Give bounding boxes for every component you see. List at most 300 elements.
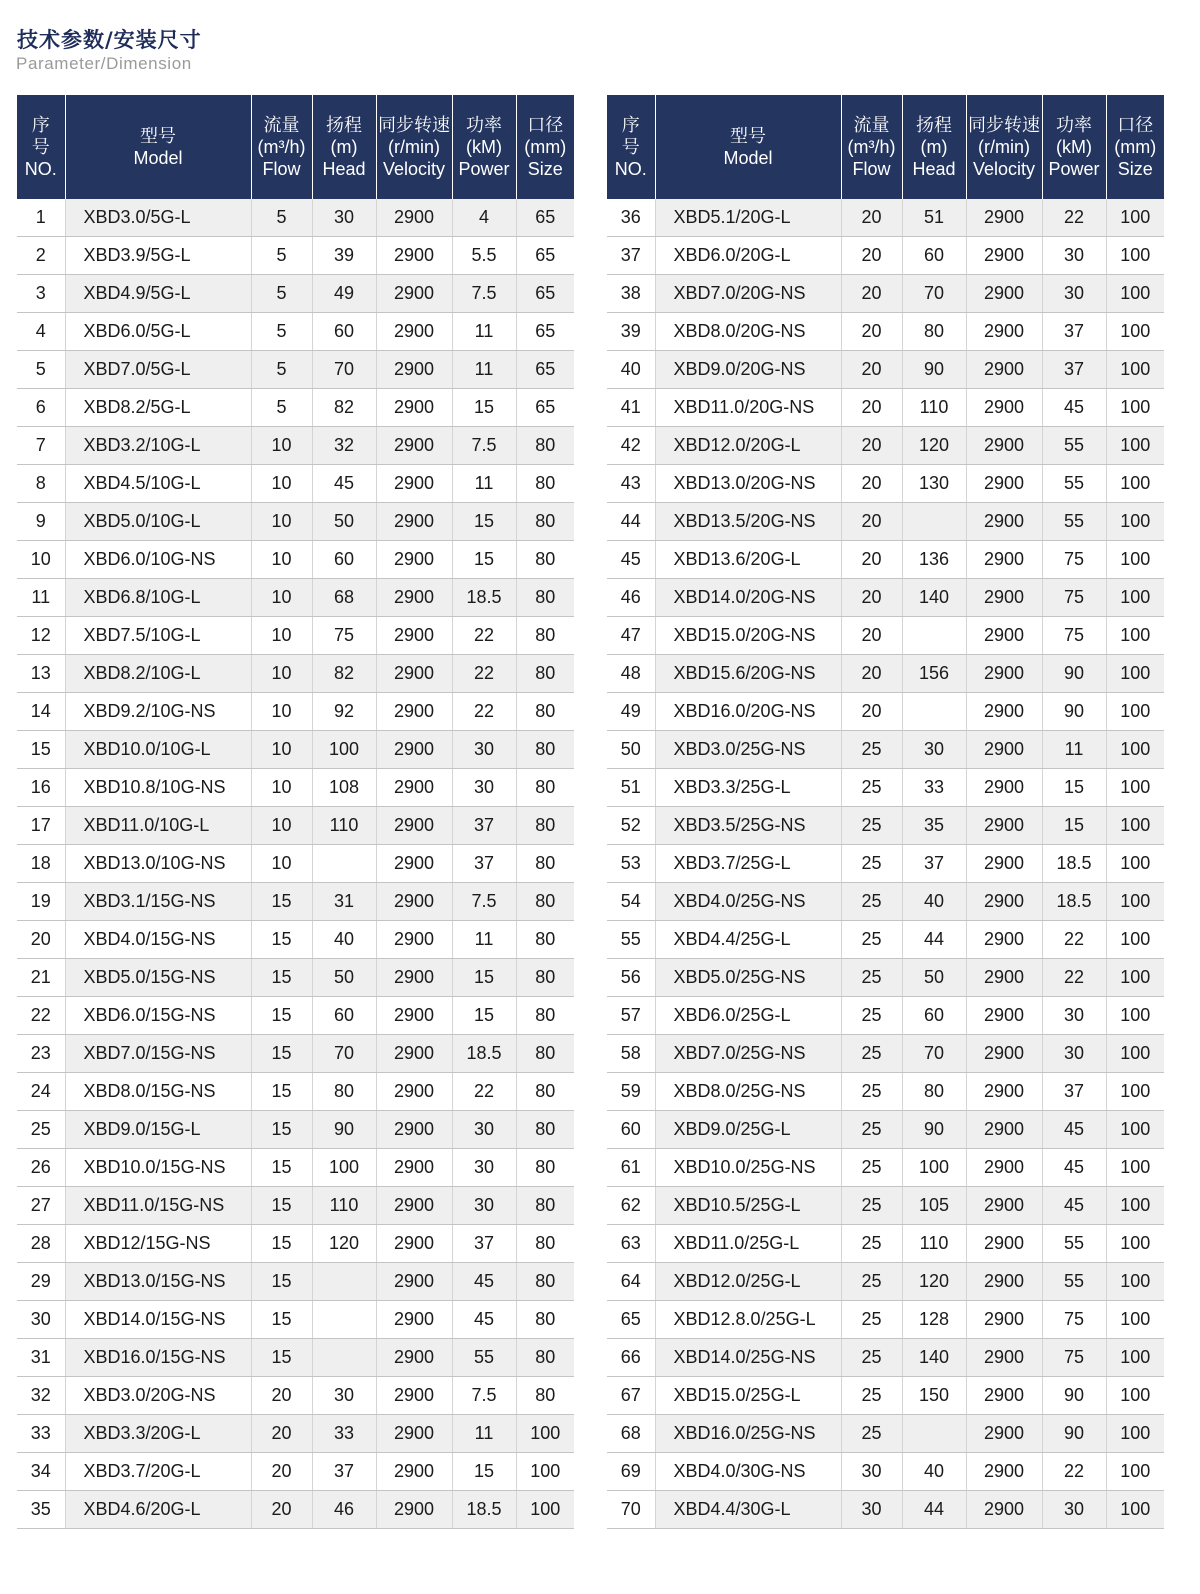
cell-no: 10	[17, 541, 65, 579]
cell-head: 30	[312, 199, 376, 237]
cell-head: 90	[902, 1111, 966, 1149]
cell-size: 80	[516, 921, 574, 959]
cell-head: 80	[902, 1073, 966, 1111]
cell-flow: 25	[841, 731, 902, 769]
cell-no: 34	[17, 1453, 65, 1491]
cell-head: 37	[312, 1453, 376, 1491]
table-row	[607, 1187, 1164, 1225]
cell-size: 80	[516, 1187, 574, 1225]
cell-head: 33	[902, 769, 966, 807]
cell-velocity: 2900	[966, 959, 1042, 997]
header-flow: 流量 (m³/h) Flow	[251, 95, 312, 199]
table-row	[17, 199, 574, 237]
cell-head: 46	[312, 1491, 376, 1529]
header-size: 口径 (mm) Size	[516, 95, 574, 199]
cell-flow: 25	[841, 1263, 902, 1301]
cell-model: XBD9.0/15G-L	[65, 1111, 251, 1149]
cell-head: 31	[312, 883, 376, 921]
cell-head: 33	[312, 1415, 376, 1453]
cell-no: 27	[17, 1187, 65, 1225]
table-row	[607, 921, 1164, 959]
cell-head: 40	[312, 921, 376, 959]
cell-no: 58	[607, 1035, 655, 1073]
cell-head: 70	[902, 1035, 966, 1073]
cell-power: 30	[1042, 275, 1106, 313]
cell-model: XBD3.5/25G-NS	[655, 807, 841, 845]
table-row	[607, 237, 1164, 275]
cell-head: 140	[902, 1339, 966, 1377]
cell-velocity: 2900	[966, 1491, 1042, 1529]
cell-head: 32	[312, 427, 376, 465]
cell-velocity: 2900	[376, 921, 452, 959]
cell-flow: 15	[251, 1339, 312, 1377]
cell-no: 42	[607, 427, 655, 465]
cell-model: XBD10.0/15G-NS	[65, 1149, 251, 1187]
cell-head	[312, 1301, 376, 1339]
table-row	[607, 199, 1164, 237]
cell-velocity: 2900	[376, 465, 452, 503]
cell-flow: 10	[251, 769, 312, 807]
cell-no: 57	[607, 997, 655, 1035]
cell-no: 13	[17, 655, 65, 693]
table-row	[607, 1453, 1164, 1491]
cell-flow: 10	[251, 655, 312, 693]
cell-power: 15	[1042, 769, 1106, 807]
cell-size: 100	[1106, 731, 1164, 769]
cell-power: 37	[452, 1225, 516, 1263]
header-model: 型号 Model	[655, 95, 841, 199]
cell-no: 29	[17, 1263, 65, 1301]
cell-model: XBD15.0/20G-NS	[655, 617, 841, 655]
cell-head: 50	[312, 503, 376, 541]
cell-size: 100	[1106, 1073, 1164, 1111]
cell-no: 45	[607, 541, 655, 579]
cell-power: 11	[452, 921, 516, 959]
cell-velocity: 2900	[376, 693, 452, 731]
cell-flow: 25	[841, 1415, 902, 1453]
table-row	[17, 275, 574, 313]
cell-flow: 10	[251, 845, 312, 883]
table-row	[17, 1263, 574, 1301]
cell-head: 70	[902, 275, 966, 313]
cell-power: 22	[452, 1073, 516, 1111]
cell-power: 90	[1042, 693, 1106, 731]
cell-velocity: 2900	[966, 275, 1042, 313]
cell-no: 7	[17, 427, 65, 465]
cell-head	[902, 1415, 966, 1453]
cell-size: 100	[1106, 1453, 1164, 1491]
cell-model: XBD13.0/10G-NS	[65, 845, 251, 883]
table-row	[607, 1263, 1164, 1301]
cell-no: 21	[17, 959, 65, 997]
table-row	[607, 1035, 1164, 1073]
cell-power: 37	[452, 807, 516, 845]
cell-power: 75	[1042, 1301, 1106, 1339]
cell-velocity: 2900	[376, 807, 452, 845]
cell-size: 100	[1106, 1111, 1164, 1149]
cell-velocity: 2900	[966, 921, 1042, 959]
table-row	[607, 1225, 1164, 1263]
cell-head: 40	[902, 1453, 966, 1491]
cell-velocity: 2900	[966, 1111, 1042, 1149]
cell-flow: 25	[841, 1377, 902, 1415]
cell-head: 40	[902, 883, 966, 921]
cell-no: 67	[607, 1377, 655, 1415]
cell-size: 100	[1106, 1187, 1164, 1225]
cell-velocity: 2900	[966, 313, 1042, 351]
cell-power: 45	[1042, 389, 1106, 427]
cell-flow: 25	[841, 1035, 902, 1073]
table-row	[607, 845, 1164, 883]
cell-model: XBD14.0/20G-NS	[655, 579, 841, 617]
cell-power: 4	[452, 199, 516, 237]
cell-head: 105	[902, 1187, 966, 1225]
cell-model: XBD16.0/15G-NS	[65, 1339, 251, 1377]
cell-model: XBD5.0/10G-L	[65, 503, 251, 541]
cell-velocity: 2900	[966, 883, 1042, 921]
cell-flow: 5	[251, 275, 312, 313]
cell-power: 30	[452, 1149, 516, 1187]
cell-velocity: 2900	[966, 237, 1042, 275]
cell-no: 25	[17, 1111, 65, 1149]
cell-head: 30	[312, 1377, 376, 1415]
cell-model: XBD3.7/25G-L	[655, 845, 841, 883]
cell-power: 18.5	[452, 1035, 516, 1073]
cell-no: 40	[607, 351, 655, 389]
cell-no: 68	[607, 1415, 655, 1453]
cell-head	[312, 1263, 376, 1301]
cell-no: 4	[17, 313, 65, 351]
cell-velocity: 2900	[966, 1339, 1042, 1377]
cell-velocity: 2900	[376, 1149, 452, 1187]
cell-power: 75	[1042, 541, 1106, 579]
cell-head: 50	[312, 959, 376, 997]
cell-model: XBD3.1/15G-NS	[65, 883, 251, 921]
cell-flow: 5	[251, 199, 312, 237]
table-header	[17, 95, 574, 199]
cell-flow: 15	[251, 1149, 312, 1187]
cell-no: 8	[17, 465, 65, 503]
table-row	[17, 883, 574, 921]
cell-velocity: 2900	[376, 237, 452, 275]
cell-size: 80	[516, 959, 574, 997]
table-row	[607, 503, 1164, 541]
cell-model: XBD4.4/25G-L	[655, 921, 841, 959]
cell-model: XBD8.2/5G-L	[65, 389, 251, 427]
cell-velocity: 2900	[376, 617, 452, 655]
cell-flow: 10	[251, 503, 312, 541]
cell-flow: 10	[251, 731, 312, 769]
cell-model: XBD15.6/20G-NS	[655, 655, 841, 693]
cell-no: 61	[607, 1149, 655, 1187]
cell-flow: 25	[841, 959, 902, 997]
cell-size: 80	[516, 883, 574, 921]
cell-flow: 20	[841, 389, 902, 427]
cell-model: XBD11.0/25G-L	[655, 1225, 841, 1263]
cell-velocity: 2900	[966, 655, 1042, 693]
cell-no: 16	[17, 769, 65, 807]
cell-no: 60	[607, 1111, 655, 1149]
cell-flow: 20	[841, 351, 902, 389]
table-row	[17, 427, 574, 465]
cell-model: XBD3.3/20G-L	[65, 1415, 251, 1453]
table-row	[607, 1377, 1164, 1415]
cell-flow: 20	[841, 693, 902, 731]
cell-flow: 25	[841, 1073, 902, 1111]
cell-power: 7.5	[452, 427, 516, 465]
cell-size: 80	[516, 845, 574, 883]
cell-no: 49	[607, 693, 655, 731]
cell-power: 22	[1042, 1453, 1106, 1491]
cell-velocity: 2900	[376, 1453, 452, 1491]
cell-model: XBD7.0/25G-NS	[655, 1035, 841, 1073]
cell-velocity: 2900	[966, 731, 1042, 769]
cell-head: 130	[902, 465, 966, 503]
cell-head: 140	[902, 579, 966, 617]
table-row	[607, 1111, 1164, 1149]
cell-model: XBD4.6/20G-L	[65, 1491, 251, 1529]
cell-velocity: 2900	[966, 351, 1042, 389]
cell-power: 30	[1042, 1491, 1106, 1529]
cell-size: 100	[1106, 1415, 1164, 1453]
cell-velocity: 2900	[376, 1377, 452, 1415]
cell-no: 30	[17, 1301, 65, 1339]
cell-power: 18.5	[1042, 845, 1106, 883]
table-row	[17, 541, 574, 579]
cell-power: 11	[452, 1415, 516, 1453]
cell-size: 100	[516, 1453, 574, 1491]
cell-head: 30	[902, 731, 966, 769]
cell-velocity: 2900	[376, 313, 452, 351]
cell-size: 80	[516, 693, 574, 731]
cell-flow: 20	[841, 655, 902, 693]
cell-power: 18.5	[1042, 883, 1106, 921]
cell-flow: 25	[841, 1187, 902, 1225]
cell-power: 18.5	[452, 579, 516, 617]
cell-head: 150	[902, 1377, 966, 1415]
cell-head: 100	[902, 1149, 966, 1187]
cell-model: XBD8.2/10G-L	[65, 655, 251, 693]
cell-power: 22	[452, 655, 516, 693]
cell-size: 80	[516, 1073, 574, 1111]
cell-head: 110	[902, 389, 966, 427]
cell-power: 30	[452, 1111, 516, 1149]
cell-size: 100	[1106, 1149, 1164, 1187]
cell-power: 37	[1042, 1073, 1106, 1111]
cell-power: 22	[452, 693, 516, 731]
cell-velocity: 2900	[966, 389, 1042, 427]
cell-model: XBD4.0/15G-NS	[65, 921, 251, 959]
cell-no: 55	[607, 921, 655, 959]
cell-no: 33	[17, 1415, 65, 1453]
cell-size: 80	[516, 1035, 574, 1073]
cell-no: 62	[607, 1187, 655, 1225]
cell-head	[902, 503, 966, 541]
cell-size: 80	[516, 1149, 574, 1187]
cell-flow: 20	[251, 1415, 312, 1453]
cell-size: 100	[1106, 617, 1164, 655]
cell-model: XBD11.0/20G-NS	[655, 389, 841, 427]
cell-model: XBD4.9/5G-L	[65, 275, 251, 313]
cell-size: 80	[516, 617, 574, 655]
cell-no: 23	[17, 1035, 65, 1073]
cell-power: 90	[1042, 655, 1106, 693]
cell-power: 55	[1042, 1225, 1106, 1263]
cell-power: 30	[1042, 237, 1106, 275]
cell-velocity: 2900	[966, 807, 1042, 845]
cell-flow: 15	[251, 1187, 312, 1225]
cell-head: 68	[312, 579, 376, 617]
cell-power: 15	[452, 541, 516, 579]
cell-no: 64	[607, 1263, 655, 1301]
table-row	[17, 1453, 574, 1491]
cell-no: 44	[607, 503, 655, 541]
cell-size: 80	[516, 997, 574, 1035]
table-row	[607, 883, 1164, 921]
cell-model: XBD8.0/25G-NS	[655, 1073, 841, 1111]
cell-head	[902, 693, 966, 731]
cell-velocity: 2900	[376, 389, 452, 427]
cell-power: 30	[452, 1187, 516, 1225]
cell-power: 30	[1042, 997, 1106, 1035]
table-row	[607, 655, 1164, 693]
cell-flow: 10	[251, 807, 312, 845]
cell-size: 100	[1106, 313, 1164, 351]
cell-power: 90	[1042, 1415, 1106, 1453]
cell-head: 50	[902, 959, 966, 997]
cell-size: 100	[1106, 1301, 1164, 1339]
cell-flow: 25	[841, 769, 902, 807]
cell-flow: 15	[251, 1263, 312, 1301]
cell-flow: 25	[841, 997, 902, 1035]
cell-flow: 20	[841, 503, 902, 541]
cell-size: 100	[1106, 959, 1164, 997]
header-power: 功率 (kM) Power	[1042, 95, 1106, 199]
cell-size: 65	[516, 351, 574, 389]
cell-model: XBD5.0/15G-NS	[65, 959, 251, 997]
cell-flow: 25	[841, 1225, 902, 1263]
cell-velocity: 2900	[376, 1415, 452, 1453]
cell-velocity: 2900	[376, 1073, 452, 1111]
cell-head: 60	[312, 541, 376, 579]
cell-flow: 5	[251, 351, 312, 389]
cell-model: XBD5.1/20G-L	[655, 199, 841, 237]
cell-velocity: 2900	[376, 275, 452, 313]
cell-size: 80	[516, 541, 574, 579]
cell-velocity: 2900	[966, 1225, 1042, 1263]
cell-power: 55	[1042, 1263, 1106, 1301]
cell-flow: 15	[251, 1301, 312, 1339]
table-row	[17, 921, 574, 959]
cell-flow: 20	[841, 313, 902, 351]
cell-size: 100	[1106, 1339, 1164, 1377]
header-head: 扬程 (m) Head	[312, 95, 376, 199]
table-row	[17, 313, 574, 351]
cell-velocity: 2900	[376, 655, 452, 693]
cell-model: XBD3.0/5G-L	[65, 199, 251, 237]
table-row	[17, 617, 574, 655]
cell-model: XBD5.0/25G-NS	[655, 959, 841, 997]
cell-head: 60	[312, 313, 376, 351]
cell-model: XBD3.0/20G-NS	[65, 1377, 251, 1415]
cell-no: 70	[607, 1491, 655, 1529]
cell-velocity: 2900	[376, 541, 452, 579]
cell-power: 45	[1042, 1187, 1106, 1225]
cell-velocity: 2900	[376, 883, 452, 921]
cell-no: 3	[17, 275, 65, 313]
cell-no: 38	[607, 275, 655, 313]
cell-size: 100	[1106, 1035, 1164, 1073]
table-row	[607, 997, 1164, 1035]
table-row	[17, 959, 574, 997]
spec-table-left	[17, 95, 574, 1529]
spec-table-right	[607, 95, 1164, 1529]
table-row	[607, 389, 1164, 427]
table-row	[607, 1301, 1164, 1339]
table-row	[607, 693, 1164, 731]
table-row	[17, 503, 574, 541]
cell-velocity: 2900	[966, 1073, 1042, 1111]
cell-flow: 25	[841, 883, 902, 921]
cell-model: XBD6.0/15G-NS	[65, 997, 251, 1035]
cell-flow: 20	[251, 1377, 312, 1415]
cell-no: 65	[607, 1301, 655, 1339]
cell-size: 80	[516, 1301, 574, 1339]
cell-size: 80	[516, 465, 574, 503]
cell-no: 24	[17, 1073, 65, 1111]
cell-power: 15	[452, 503, 516, 541]
cell-flow: 5	[251, 237, 312, 275]
cell-flow: 25	[841, 807, 902, 845]
cell-power: 15	[1042, 807, 1106, 845]
cell-head: 110	[902, 1225, 966, 1263]
cell-model: XBD10.5/25G-L	[655, 1187, 841, 1225]
cell-no: 31	[17, 1339, 65, 1377]
cell-head: 80	[902, 313, 966, 351]
header-velocity: 同步转速 (r/min) Velocity	[966, 95, 1042, 199]
cell-size: 100	[1106, 199, 1164, 237]
cell-model: XBD9.0/20G-NS	[655, 351, 841, 389]
cell-power: 37	[1042, 351, 1106, 389]
cell-head: 100	[312, 1149, 376, 1187]
cell-model: XBD13.0/20G-NS	[655, 465, 841, 503]
cell-head: 60	[902, 237, 966, 275]
cell-size: 100	[1106, 389, 1164, 427]
cell-no: 17	[17, 807, 65, 845]
cell-velocity: 2900	[376, 731, 452, 769]
cell-size: 80	[516, 427, 574, 465]
table-row	[607, 1415, 1164, 1453]
cell-no: 51	[607, 769, 655, 807]
cell-velocity: 2900	[376, 1263, 452, 1301]
table-row	[17, 997, 574, 1035]
table-row	[607, 465, 1164, 503]
table-row	[607, 427, 1164, 465]
cell-head: 92	[312, 693, 376, 731]
cell-head: 75	[312, 617, 376, 655]
cell-size: 80	[516, 1377, 574, 1415]
cell-model: XBD13.5/20G-NS	[655, 503, 841, 541]
cell-flow: 5	[251, 313, 312, 351]
table-row	[17, 1187, 574, 1225]
cell-no: 2	[17, 237, 65, 275]
cell-velocity: 2900	[376, 579, 452, 617]
cell-velocity: 2900	[966, 579, 1042, 617]
cell-model: XBD8.0/20G-NS	[655, 313, 841, 351]
cell-flow: 25	[841, 1149, 902, 1187]
cell-flow: 15	[251, 997, 312, 1035]
cell-flow: 30	[841, 1491, 902, 1529]
